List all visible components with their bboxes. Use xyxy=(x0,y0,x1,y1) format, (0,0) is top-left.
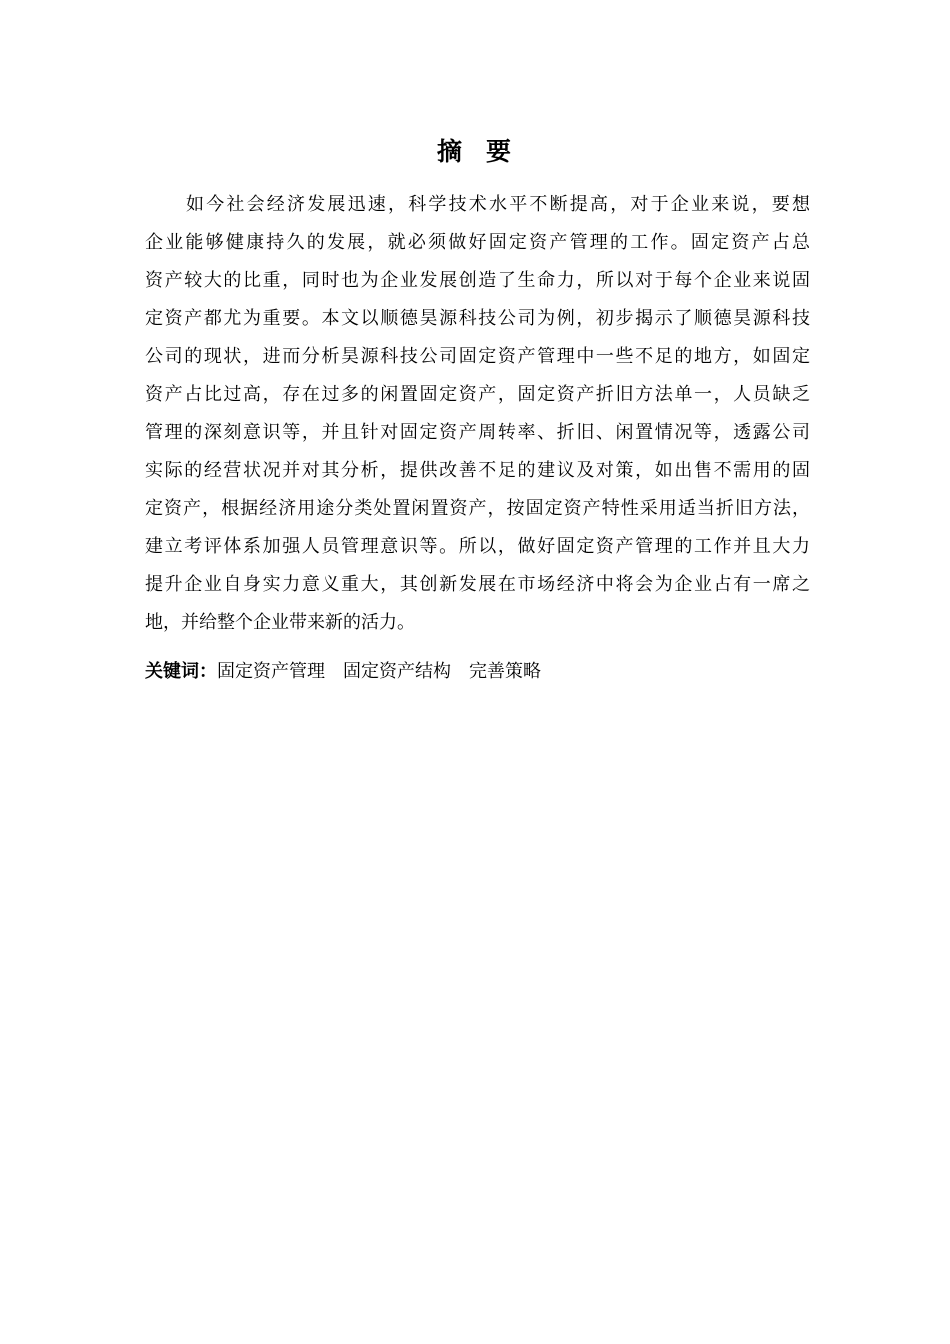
abstract-line: 定资产都尤为重要。本文以顺德昊源科技公司为例，初步揭示了顺德昊源科技 xyxy=(145,308,810,329)
abstract-line: 实际的经营状况并对其分析，提供改善不足的建议及对策，如出售不需用的固 xyxy=(145,460,810,481)
keywords-line xyxy=(145,653,810,691)
keyword-item: 完善策略 xyxy=(469,661,541,682)
abstract-line: 资产占比过高，存在过多的闲置固定资产，固定资产折旧方法单一，人员缺乏 xyxy=(145,384,810,405)
abstract-line: 资产较大的比重，同时也为企业发展创造了生命力，所以对于每个企业来说固 xyxy=(145,270,810,291)
abstract-line: 定资产，根据经济用途分类处置闲置资产，按固定资产特性采用适当折旧方法， xyxy=(145,498,810,519)
abstract-line: 地，并给整个企业带来新的活力。 xyxy=(145,612,415,633)
keyword-item: 固定资产结构 xyxy=(343,661,451,682)
abstract-title-char-2: 要 xyxy=(486,137,514,166)
abstract-line: 管理的深刻意识等，并且针对固定资产周转率、折旧、闲置情况等，透露公司 xyxy=(145,422,810,443)
abstract-body xyxy=(145,186,810,642)
abstract-line: 如今社会经济发展迅速，科学技术水平不断提高，对于企业来说，要想 xyxy=(186,194,810,215)
abstract-line: 公司的现状，进而分析昊源科技公司固定资产管理中一些不足的地方，如固定 xyxy=(145,346,810,367)
keywords-label: 关键词： xyxy=(145,661,217,682)
abstract-title-char-1: 摘 xyxy=(436,137,464,166)
abstract-line: 企业能够健康持久的发展，就必须做好固定资产管理的工作。固定资产占总 xyxy=(145,232,810,253)
abstract-line: 建立考评体系加强人员管理意识等。所以，做好固定资产管理的工作并且大力 xyxy=(145,536,810,557)
keyword-item: 固定资产管理 xyxy=(217,661,325,682)
abstract-line: 提升企业自身实力意义重大，其创新发展在市场经济中将会为企业占有一席之 xyxy=(145,574,810,595)
abstract-title xyxy=(0,134,950,170)
